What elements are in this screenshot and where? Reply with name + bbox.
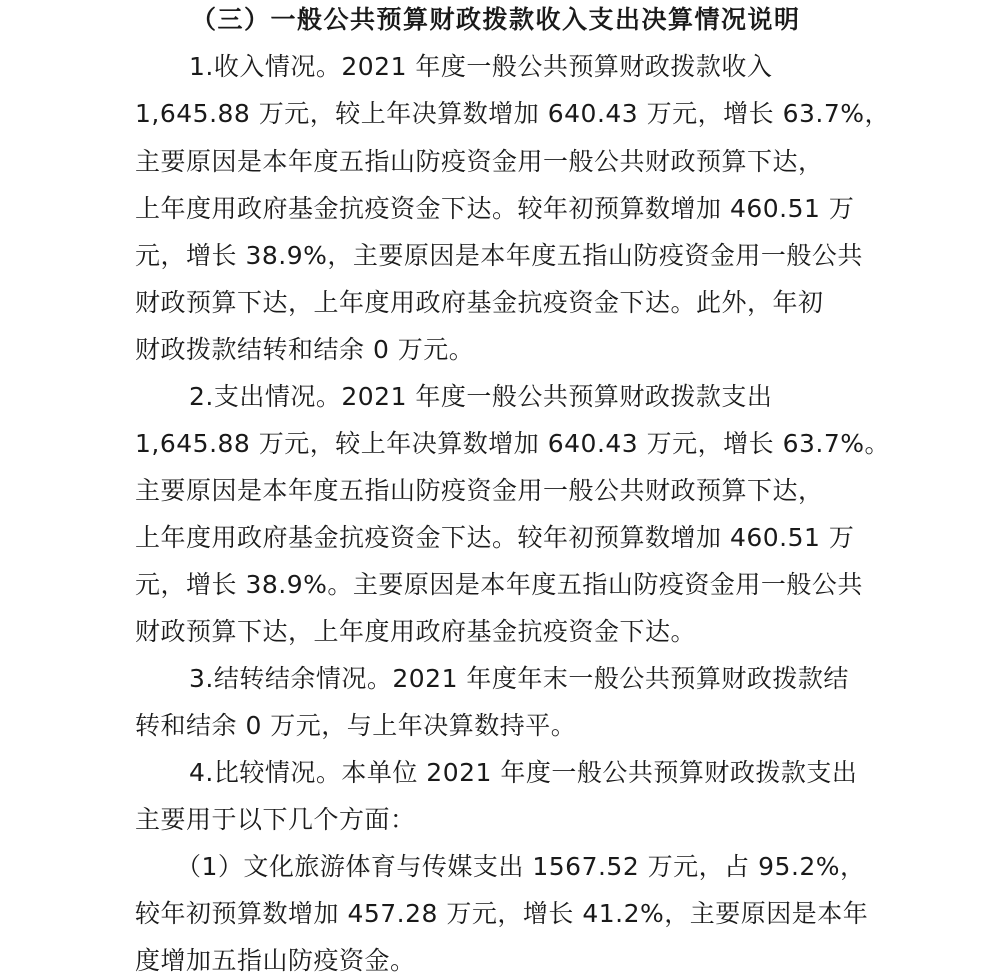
paragraph-line: （1）文化旅游体育与传媒支出 1567.52 万元，占 95.2%， [176, 852, 866, 881]
paragraph-line: 元，增长 38.9%，主要原因是本年度五指山防疫资金用一般公共 [135, 241, 863, 270]
paragraph-line: 3.结转结余情况。2021 年度年末一般公共预算财政拨款结 [189, 664, 849, 693]
paragraph-line: 较年初预算数增加 457.28 万元，增长 41.2%，主要原因是本年 [135, 899, 869, 928]
paragraph-line: 1.收入情况。2021 年度一般公共预算财政拨款收入 [189, 52, 773, 81]
paragraph-line: 4.比较情况。本单位 2021 年度一般公共预算财政拨款支出 [189, 758, 858, 787]
paragraph-line: 主要用于以下几个方面： [135, 805, 416, 834]
paragraph-line: 1,645.88 万元，较上年决算数增加 640.43 万元，增长 63.7%。 [135, 429, 891, 458]
section-heading: （三）一般公共预算财政拨款收入支出决算情况说明 [191, 5, 801, 34]
paragraph-line: 财政预算下达，上年度用政府基金抗疫资金下达。此外，年初 [135, 288, 824, 317]
paragraph-line: 2.支出情况。2021 年度一般公共预算财政拨款支出 [189, 382, 773, 411]
paragraph-line: 转和结余 0 万元，与上年决算数持平。 [135, 711, 577, 740]
paragraph-line: 主要原因是本年度五指山防疫资金用一般公共财政预算下达， [135, 147, 824, 176]
paragraph-line: 度增加五指山防疫资金。 [135, 946, 416, 975]
paragraph-line: 财政拨款结转和结余 0 万元。 [135, 335, 475, 364]
paragraph-line: 财政预算下达，上年度用政府基金抗疫资金下达。 [135, 617, 697, 646]
paragraph-line: 上年度用政府基金抗疫资金下达。较年初预算数增加 460.51 万 [135, 523, 855, 552]
paragraph-line: 上年度用政府基金抗疫资金下达。较年初预算数增加 460.51 万 [135, 194, 855, 223]
paragraph-line: 主要原因是本年度五指山防疫资金用一般公共财政预算下达， [135, 476, 824, 505]
paragraph-line: 1,645.88 万元，较上年决算数增加 640.43 万元，增长 63.7%， [135, 99, 891, 128]
paragraph-line: 元，增长 38.9%。主要原因是本年度五指山防疫资金用一般公共 [135, 570, 863, 599]
